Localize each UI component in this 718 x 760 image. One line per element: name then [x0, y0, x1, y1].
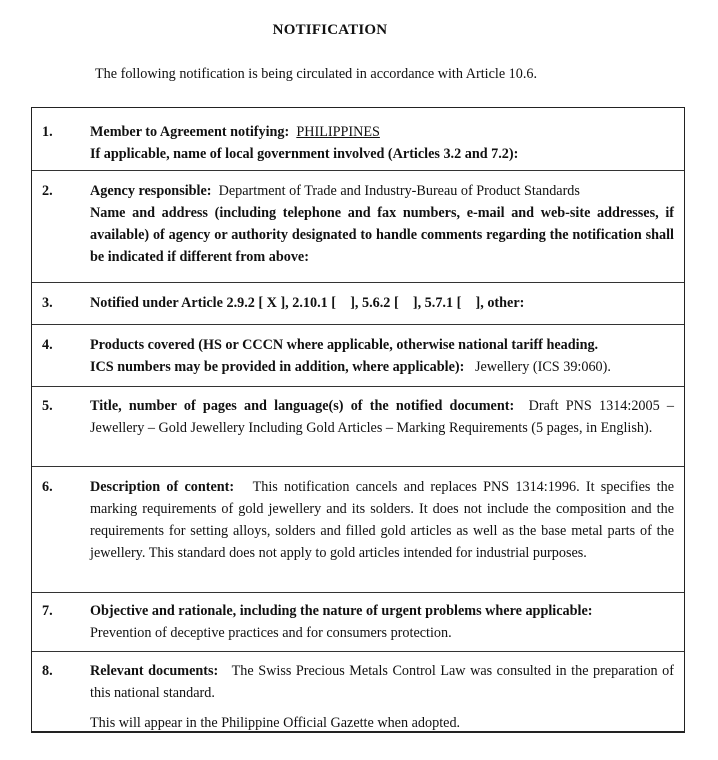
item-7 [32, 592, 684, 652]
item-2 [32, 170, 684, 283]
item-number: 7. [42, 603, 53, 619]
item-5 [32, 386, 684, 467]
item-number: 4. [42, 337, 53, 353]
intro-text: The following notification is being circulated in accordance with Article 10.6. [95, 66, 538, 82]
gazette-note: This will appear in the Philippine Official Gazette when adopted. [90, 715, 461, 731]
member-value: PHILIPPINES [296, 124, 380, 140]
documents-value: The Swiss Precious Metals Control Law was consulted in the preparation of this national standard. [90, 663, 675, 701]
item-label: Agency responsible: [90, 183, 212, 199]
item-line2: If applicable, name of local government involved (Articles 3.2 and 7.2): [90, 146, 519, 162]
item-label: ICS numbers may be provided in addition, where applicable): [90, 359, 465, 375]
item-number: 8. [42, 663, 53, 679]
item-label: Description of content: [90, 479, 235, 495]
item-number: 5. [42, 398, 53, 414]
item-number: 3. [42, 295, 53, 311]
item-label: Member to Agreement notifying: [90, 124, 290, 140]
notification-table [31, 107, 685, 733]
products-value: Jewellery (ICS 39:060). [474, 359, 611, 375]
item-4 [32, 324, 684, 387]
item-label: Title, number of pages and language(s) of the notified document: [90, 398, 515, 414]
description-value: This notification cancels and replaces PNS 1314:1996. It specifies the marking requirements of gold jewellery and its solders. It does not include the composition and the requirements for setting alloys, solders and filled gold articles as well as the base metal parts of the jewellery. This standard does not apply to gold articles intended for industrial purposes. [90, 479, 674, 561]
item-number: 1. [42, 124, 53, 140]
item-1 [32, 108, 684, 171]
item-line2: Name and address (including telephone and fax numbers, e-mail and web-site addresses, if available) of agency or authority designated to handle comments regarding the notification shall be indicated if different from above: [90, 205, 674, 265]
item-number: 2. [42, 183, 53, 199]
item-label: Objective and rationale, including the nature of urgent problems where applicable: [90, 603, 593, 619]
item-6 [32, 466, 684, 593]
item-3 [32, 282, 684, 325]
objective-value: Prevention of deceptive practices and for consumers protection. [90, 625, 452, 641]
item-line1: Products covered (HS or CCCN where applicable, otherwise national tariff heading. [90, 337, 599, 353]
item-8 [32, 651, 684, 731]
item-text: Notified under Article 2.9.2 [ X ], 2.10.1 [ ], 5.6.2 [ ], 5.7.1 [ ], other: [90, 295, 525, 311]
item-number: 6. [42, 479, 53, 495]
agency-value: Department of Trade and Industry-Bureau of Product Standards [218, 183, 580, 199]
document-title: NOTIFICATION [272, 22, 388, 38]
item-label: Relevant documents: [90, 663, 219, 679]
title-value: Draft PNS 1314:2005 – Jewellery – Gold Jewellery Including Gold Articles – Marking Requirements (5 pages, in English). [90, 398, 675, 436]
